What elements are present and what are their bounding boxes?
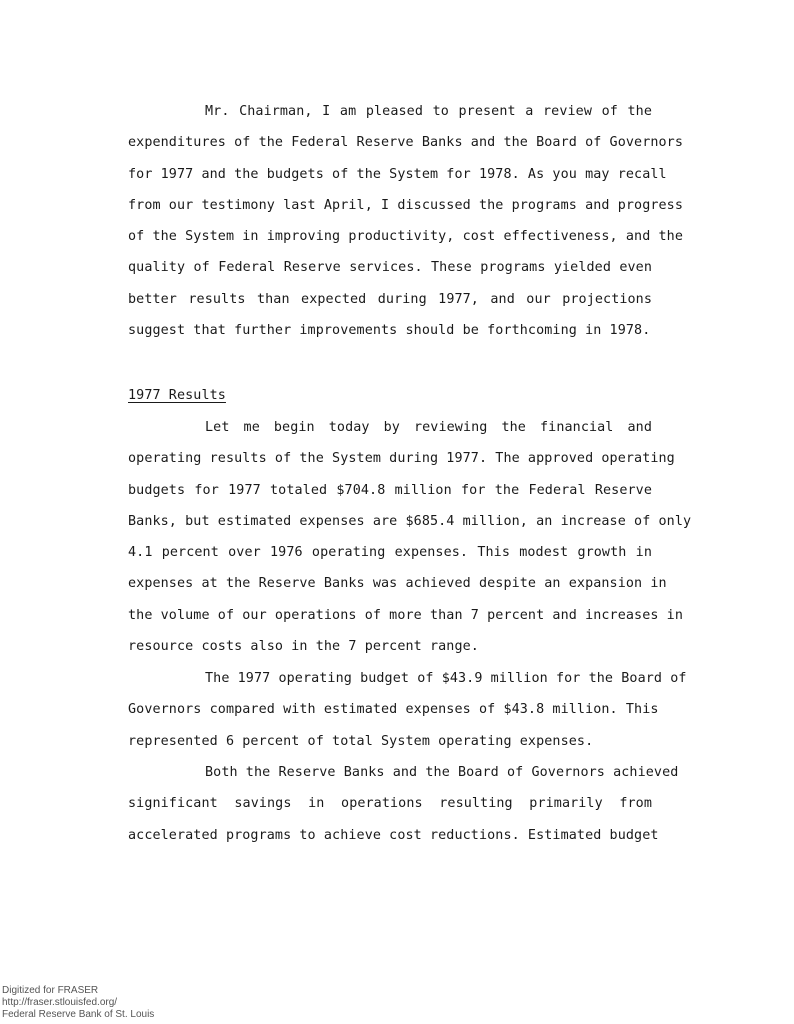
text-line: suggest that further improvements should be forthcoming in 1978.	[128, 323, 651, 339]
text-line: Banks, but estimated expenses are $685.4 million, an increase of only	[128, 513, 692, 529]
text-line: significant savings in operations resulting primarily from	[128, 796, 652, 812]
footer-line-digitized: Digitized for FRASER	[2, 985, 99, 996]
digitization-footer	[2, 985, 154, 1021]
text-line: accelerated programs to achieve cost reductions. Estimated budget	[128, 827, 659, 843]
text-line: expenditures of the Federal Reserve Banks and the Board of Governors	[128, 135, 684, 151]
text-line: of the System in improving productivity, cost effectiveness, and the	[128, 229, 684, 245]
text-line: represented 6 percent of total System operating expenses.	[128, 733, 594, 749]
text-line: the volume of our operations of more than 7 percent and increases in	[128, 607, 684, 623]
text-line: operating results of the System during 1977. The approved operating	[128, 451, 675, 467]
section-heading: 1977 Results	[128, 388, 226, 403]
paragraph-introduction	[128, 96, 684, 346]
text-line: Governors compared with estimated expenses of $43.8 million. This	[128, 702, 659, 718]
paragraph-results	[128, 412, 692, 662]
footer-line-url: http://fraser.stlouisfed.org/	[2, 997, 118, 1008]
paragraph-savings	[128, 757, 679, 851]
text-line: quality of Federal Reserve services. These programs yielded even	[128, 260, 652, 276]
text-line: Mr. Chairman, I am pleased to present a review of the	[205, 104, 652, 119]
text-line: from our testimony last April, I discussed the programs and progress	[128, 197, 684, 213]
text-line: expenses at the Reserve Banks was achieved despite an expansion in	[128, 576, 667, 592]
text-line: better results than expected during 1977, and our projections	[128, 291, 652, 307]
footer-line-institution: Federal Reserve Bank of St. Louis	[2, 1009, 155, 1020]
text-line: Let me begin today by reviewing the financial and	[205, 420, 652, 435]
paragraph-board-budget	[128, 663, 687, 757]
text-line: 4.1 percent over 1976 operating expenses. This modest growth in	[128, 545, 652, 561]
section-heading-block	[128, 380, 652, 411]
text-line: for 1977 and the budgets of the System for 1978. As you may recall	[128, 166, 667, 182]
text-line: Both the Reserve Banks and the Board of Governors achieved	[205, 765, 679, 780]
text-line: The 1977 operating budget of $43.9 million for the Board of	[205, 671, 687, 686]
text-line: budgets for 1977 totaled $704.8 million for the Federal Reserve	[128, 482, 652, 498]
text-line: resource costs also in the 7 percent range.	[128, 639, 479, 655]
